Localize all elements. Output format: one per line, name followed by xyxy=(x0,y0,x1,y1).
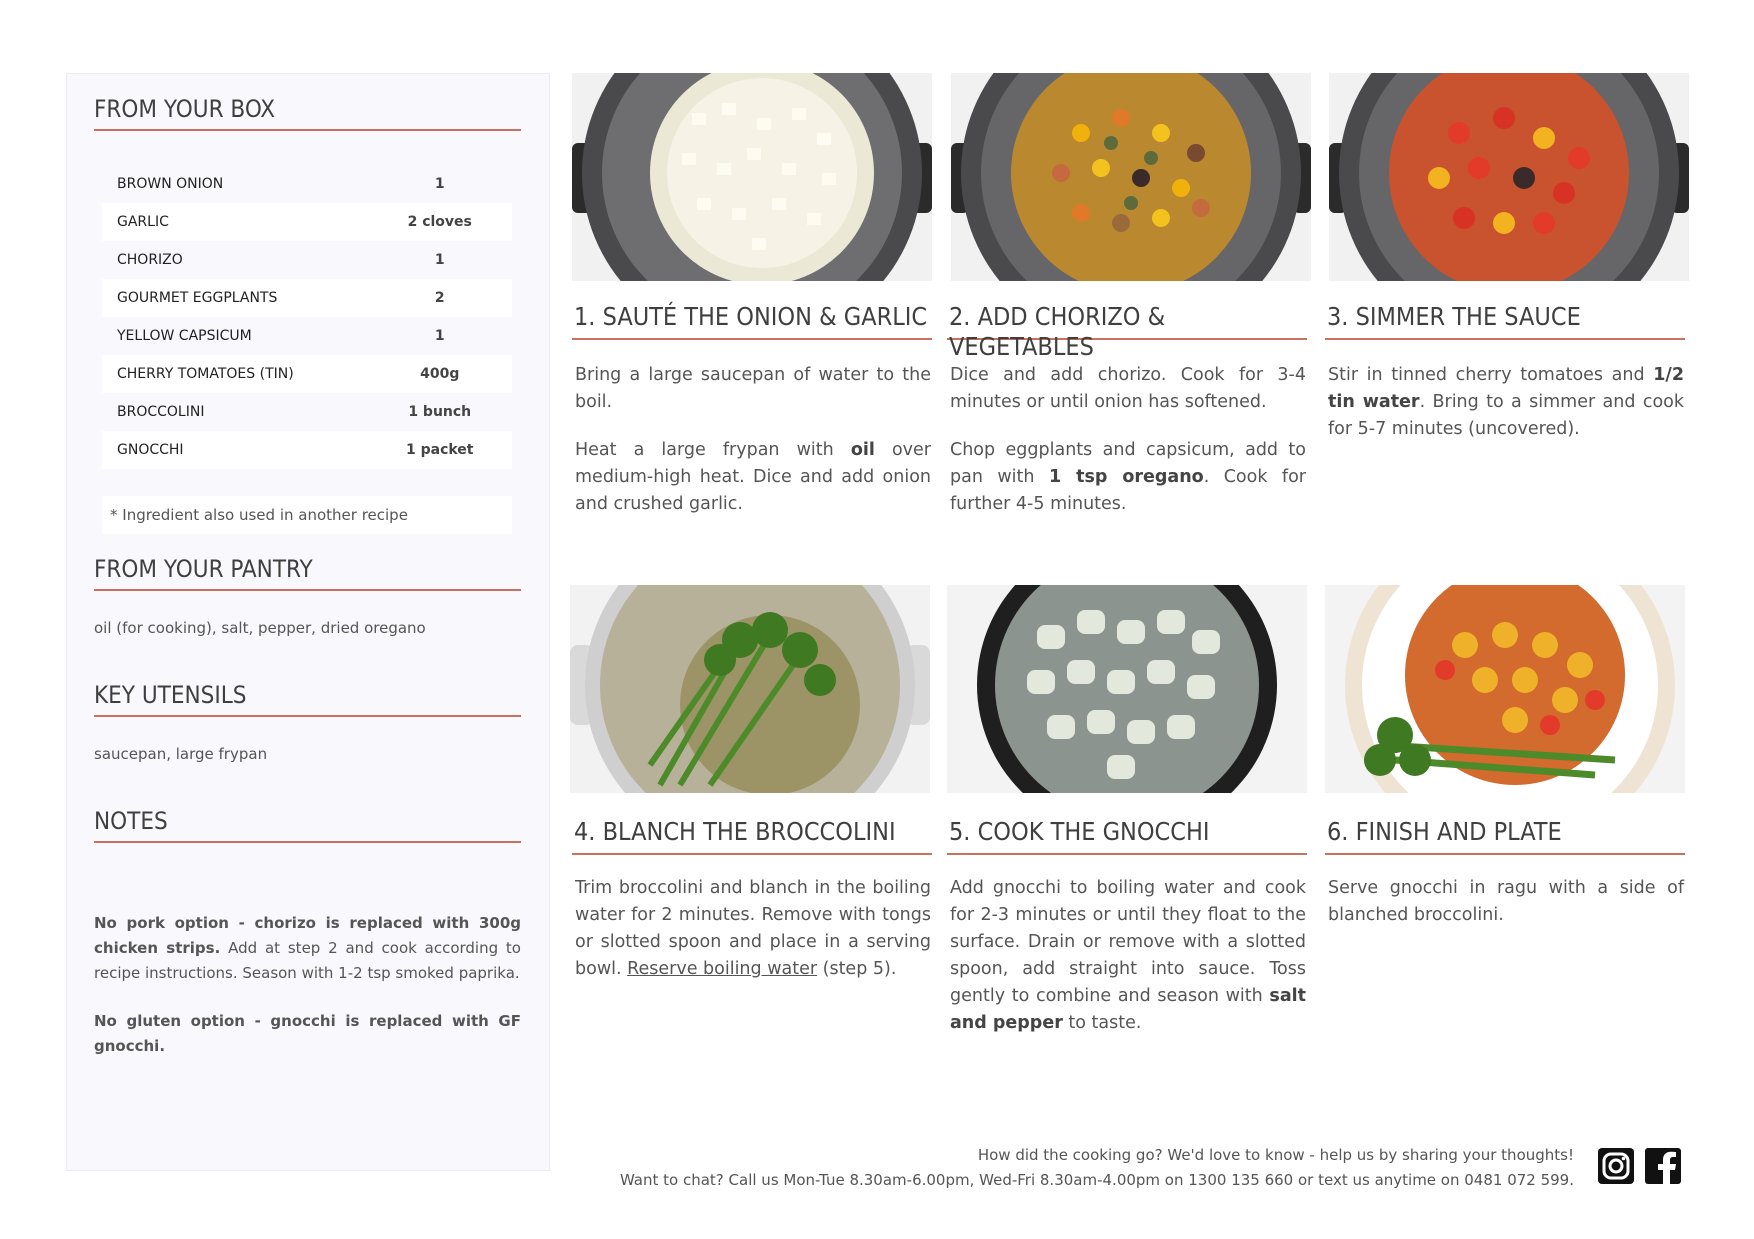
ingredient-qty: 400g xyxy=(420,366,460,382)
step-1-title: 1. SAUTÉ THE ONION & GARLIC xyxy=(572,302,932,340)
ingredient-footnote: * Ingredient also used in another recipe xyxy=(102,496,512,534)
step-3-text: Stir in tinned cherry tomatoes and xyxy=(1328,365,1654,385)
note-no-pork-bold: No pork option - chorizo is replaced with 300g chicken strips. xyxy=(94,914,521,957)
ingredient-name: GNOCCHI xyxy=(117,442,184,458)
instagram-icon[interactable] xyxy=(1598,1148,1634,1184)
ingredient-name: YELLOW CAPSICUM xyxy=(117,328,252,344)
step-3-text: . Bring to a simmer and cook for 5-7 minutes (uncovered). xyxy=(1328,392,1684,439)
step-2-title: 2. ADD CHORIZO & VEGETABLES xyxy=(947,302,1307,340)
footer-contact: Want to chat? Call us Mon-Tue 8.30am-6.00pm, Wed-Fri 8.30am-4.00pm on 1300 135 660 or text us anytime on 0481 072 599. xyxy=(619,1171,1574,1189)
table-row xyxy=(102,355,512,393)
table-row xyxy=(102,393,512,431)
facebook-icon-graphic xyxy=(1645,1148,1681,1184)
utensils-items: saucepan, large frypan xyxy=(94,745,268,763)
onion-pot-image xyxy=(572,73,932,281)
chorizo-vegetables-image xyxy=(951,73,1311,281)
pantry-items: oil (for cooking), salt, pepper, dried oregano xyxy=(94,619,426,637)
step-1-instructions xyxy=(572,362,931,539)
step-6-photo xyxy=(1325,585,1685,793)
step-4-paragraph-1 xyxy=(575,875,931,983)
sauce-pot-image xyxy=(1329,73,1689,281)
step-2-bold: 1 tsp oregano xyxy=(1048,467,1204,487)
gnocchi-pot-image xyxy=(947,585,1307,793)
step-2-text: Chop eggplants and capsicum, add to pan with xyxy=(950,440,1306,487)
step-2-paragraph-2 xyxy=(950,437,1306,518)
broccolini-pot-image xyxy=(570,585,930,793)
step-1-text: Heat a large frypan with xyxy=(575,440,851,460)
ingredients-table xyxy=(102,165,512,469)
step-5-bold: salt and pepper xyxy=(950,986,1306,1033)
instagram-icon-graphic xyxy=(1598,1148,1634,1184)
ingredient-name: GARLIC xyxy=(117,214,169,230)
from-your-box-title: FROM YOUR BOX xyxy=(94,96,521,131)
step-2-photo xyxy=(951,73,1311,281)
note-no-pork xyxy=(94,911,521,986)
step-4-photo xyxy=(570,585,930,793)
ingredient-qty: 1 xyxy=(434,328,445,344)
step-1-text: over medium-high heat. Dice and add onion and crushed garlic. xyxy=(575,440,931,514)
key-utensils-title: KEY UTENSILS xyxy=(94,682,521,717)
step-6-paragraph-1: Serve gnocchi in ragu with a side of blanched broccolini. xyxy=(1328,878,1684,925)
step-4-text: (step 5). xyxy=(817,959,897,979)
notes-title: NOTES xyxy=(94,808,521,843)
ingredient-name: CHERRY TOMATOES (TIN) xyxy=(117,366,294,382)
step-4-underlined: Reserve boiling water xyxy=(627,959,818,979)
ingredient-qty: 2 xyxy=(434,290,445,306)
step-2-paragraph-1: Dice and add chorizo. Cook for 3-4 minutes or until onion has softened. xyxy=(950,365,1306,412)
ingredient-qty: 2 cloves xyxy=(407,214,472,230)
table-row xyxy=(102,279,512,317)
ingredient-name: GOURMET EGGPLANTS xyxy=(117,290,278,306)
step-5-photo xyxy=(947,585,1307,793)
plated-dish-image xyxy=(1325,585,1685,793)
step-5-title: 5. COOK THE GNOCCHI xyxy=(947,817,1307,855)
step-3-title: 3. SIMMER THE SAUCE xyxy=(1325,302,1685,340)
step-1-paragraph-2 xyxy=(575,437,931,518)
step-4-instructions xyxy=(572,875,931,1004)
step-3-photo xyxy=(1329,73,1689,281)
step-3-paragraph-1 xyxy=(1328,362,1684,443)
ingredient-qty: 1 bunch xyxy=(408,404,472,420)
ingredient-name: CHORIZO xyxy=(117,252,183,268)
step-5-text: Add gnocchi to boiling water and cook for 2-3 minutes or until they float to the surface. Drain or remove with a slotted spoon, add straight into sauce. Toss gently to combine and season with xyxy=(950,878,1306,1006)
step-1-bold: oil xyxy=(850,440,875,460)
step-5-text: to taste. xyxy=(1062,1013,1142,1033)
step-1-photo xyxy=(572,73,932,281)
ingredient-qty: 1 xyxy=(434,252,445,268)
table-row xyxy=(102,431,512,469)
ingredient-name: BROWN ONION xyxy=(117,176,224,192)
step-2-text: . Cook for further 4-5 minutes. xyxy=(950,467,1306,514)
note-no-gluten xyxy=(94,1009,521,1059)
ingredient-qty: 1 packet xyxy=(405,442,474,458)
table-row xyxy=(102,317,512,355)
step-3-bold: 1/2 tin water xyxy=(1328,365,1684,412)
facebook-icon[interactable] xyxy=(1645,1148,1681,1184)
ingredient-name: BROCCOLINI xyxy=(117,404,205,420)
table-row xyxy=(102,241,512,279)
footer-feedback: How did the cooking go? We'd love to know - help us by sharing your thoughts! xyxy=(977,1146,1574,1164)
step-5-instructions xyxy=(947,875,1306,1058)
step-6-title: 6. FINISH AND PLATE xyxy=(1325,817,1685,855)
step-1-paragraph-1: Bring a large saucepan of water to the boil. xyxy=(575,365,931,412)
step-4-text: Trim broccolini and blanch in the boiling water for 2 minutes. Remove with tongs or slotted spoon and place in a serving bowl. xyxy=(575,878,931,979)
step-3-instructions xyxy=(1325,362,1684,464)
from-your-pantry-title: FROM YOUR PANTRY xyxy=(94,556,521,591)
ingredients-sidebar xyxy=(66,73,550,1171)
table-row xyxy=(102,203,512,241)
note-no-pork-rest: Add at step 2 and cook according to recipe instructions. Season with 1-2 tsp smoked paprika. xyxy=(94,939,521,982)
table-row xyxy=(102,165,512,203)
step-4-title: 4. BLANCH THE BROCCOLINI xyxy=(572,817,932,855)
ingredient-qty: 1 xyxy=(434,176,445,192)
step-6-instructions xyxy=(1325,875,1684,950)
step-5-paragraph-1 xyxy=(950,875,1306,1037)
step-2-instructions xyxy=(947,362,1306,539)
note-no-gluten-bold: No gluten option - gnocchi is replaced with GF gnocchi. xyxy=(94,1012,521,1055)
